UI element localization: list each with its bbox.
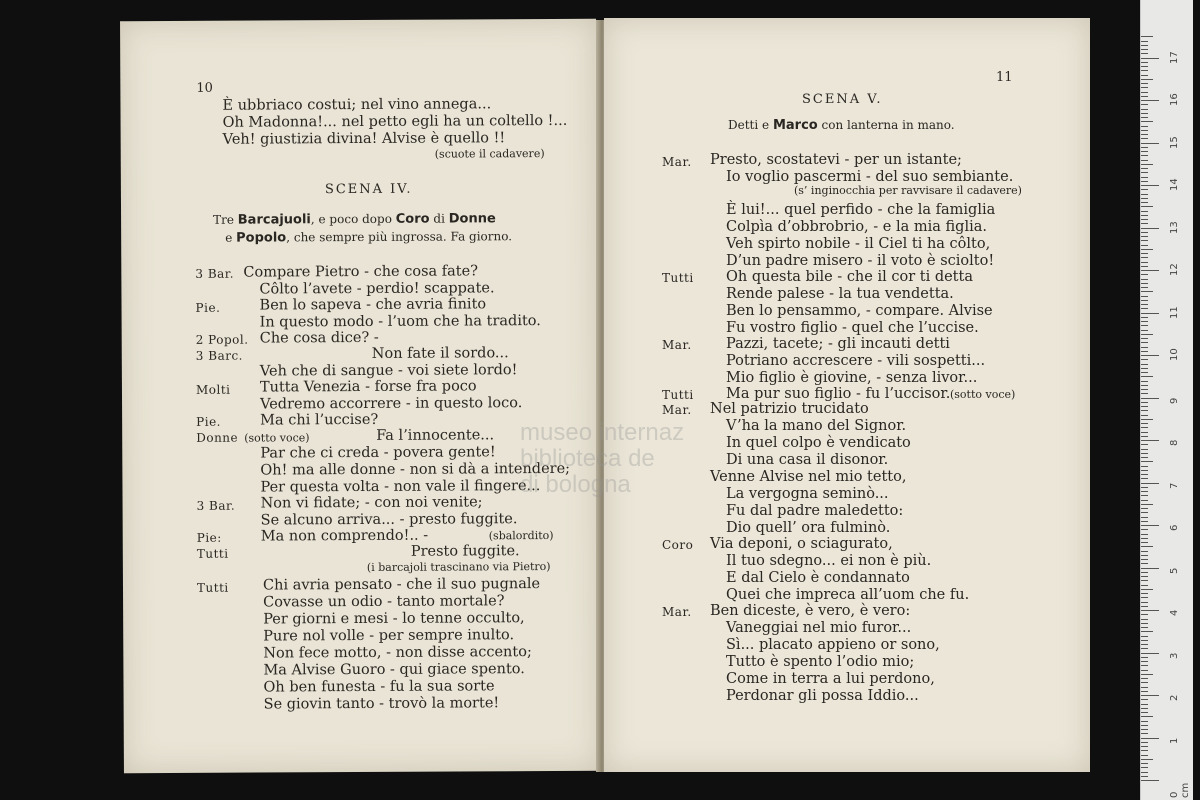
verse-line: D’un padre misero - il voto è sciolto! bbox=[726, 253, 995, 269]
ruler-tick bbox=[1141, 542, 1148, 543]
ruler-tick bbox=[1141, 742, 1148, 743]
verse-line: Ben lo sapeva - che avria finito bbox=[259, 296, 487, 314]
ruler-number: 7 bbox=[1169, 482, 1180, 489]
ruler-number: 0 cm bbox=[1169, 782, 1191, 798]
ruler-tick bbox=[1141, 189, 1148, 190]
ruler-tick bbox=[1141, 534, 1148, 535]
ruler-tick bbox=[1141, 147, 1148, 148]
ruler-tick bbox=[1141, 619, 1148, 620]
ruler-tick bbox=[1141, 470, 1148, 471]
ruler-tick bbox=[1141, 444, 1148, 445]
ruler-number: 15 bbox=[1169, 135, 1180, 149]
ruler-tick bbox=[1141, 53, 1148, 54]
verse-line: Per questa volta - non vale il fingere... bbox=[260, 478, 541, 496]
ruler-tick bbox=[1141, 185, 1159, 186]
ruler-tick bbox=[1141, 41, 1148, 42]
ruler-tick bbox=[1141, 266, 1148, 267]
ruler-tick bbox=[1141, 313, 1159, 314]
verse-line: Perdonar gli possa Iddio... bbox=[726, 688, 919, 704]
ruler-tick bbox=[1141, 270, 1159, 271]
ruler-tick bbox=[1141, 721, 1148, 722]
ruler-tick bbox=[1141, 648, 1148, 649]
verse-line: Nel patrizio trucidato bbox=[710, 401, 869, 417]
verse-line: Dio quell’ ora fulminò. bbox=[726, 520, 891, 536]
ruler-tick bbox=[1141, 500, 1148, 501]
verse-line: Se alcuno arriva... - presto fuggite. bbox=[260, 511, 518, 529]
verse-line: In questo modo - l’uom che ha tradito. bbox=[259, 313, 541, 331]
speaker-label: Tutti bbox=[196, 546, 229, 561]
ruler-tick bbox=[1141, 381, 1148, 382]
ruler-tick bbox=[1141, 449, 1148, 450]
ruler-tick bbox=[1141, 461, 1153, 462]
ruler-tick bbox=[1141, 670, 1148, 671]
ruler-tick bbox=[1141, 568, 1159, 569]
verse-line: Covasse un odio - tanto mortale? bbox=[263, 593, 505, 611]
ruler-tick bbox=[1141, 376, 1153, 377]
speaker-label: Coro bbox=[662, 538, 694, 552]
verse-line: Mio figlio è giovine, - senza livor... bbox=[726, 370, 978, 386]
ruler-tick bbox=[1141, 474, 1148, 475]
verse-line: Ma chi l’uccise? bbox=[260, 411, 379, 429]
ruler-tick bbox=[1141, 66, 1148, 67]
ruler-tick bbox=[1141, 126, 1148, 127]
ruler-tick bbox=[1141, 483, 1159, 484]
ruler-tick bbox=[1141, 538, 1148, 539]
verse-line: Via deponi, o sciagurato, bbox=[710, 536, 893, 552]
ruler-tick bbox=[1141, 253, 1148, 254]
verse-line: Non fate il sordo... bbox=[371, 345, 509, 362]
ruler-number: 8 bbox=[1169, 439, 1180, 446]
ruler-tick bbox=[1141, 87, 1148, 88]
ruler-tick bbox=[1141, 232, 1148, 233]
ruler-tick bbox=[1141, 287, 1148, 288]
ruler-tick bbox=[1141, 155, 1148, 156]
verse-line: Veh! giustizia divina! Alvise è quello !! bbox=[222, 130, 506, 148]
ruler-tick bbox=[1141, 657, 1148, 658]
verse-line: In quel colpo è vendicato bbox=[726, 435, 911, 451]
ruler-tick bbox=[1141, 525, 1159, 526]
ruler-tick bbox=[1141, 164, 1153, 165]
ruler-tick bbox=[1141, 160, 1148, 161]
ruler-tick bbox=[1141, 504, 1153, 505]
ruler-number: 1 bbox=[1169, 737, 1180, 744]
ruler-tick bbox=[1141, 79, 1153, 80]
ruler-tick bbox=[1141, 321, 1148, 322]
ruler-tick bbox=[1141, 206, 1153, 207]
ruler-tick bbox=[1141, 597, 1148, 598]
ruler-number: 4 bbox=[1169, 609, 1180, 616]
ruler-tick bbox=[1141, 109, 1148, 110]
ruler-tick bbox=[1141, 729, 1148, 730]
ruler-tick bbox=[1141, 257, 1148, 258]
ruler-tick bbox=[1141, 372, 1148, 373]
ruler-tick bbox=[1141, 83, 1148, 84]
speaker-label: Tutti bbox=[196, 580, 229, 595]
verse-line: Oh ben funesta - fu la sua sorte bbox=[263, 678, 495, 696]
ruler-tick bbox=[1141, 113, 1148, 114]
verse-line: Come in terra a lui perdono, bbox=[726, 671, 935, 687]
ruler-tick bbox=[1141, 708, 1148, 709]
speaker-label: 3 Barc. bbox=[195, 348, 244, 363]
verse-line: È lui!... quel perfido - che la famiglia bbox=[726, 202, 996, 218]
ruler-number: 11 bbox=[1169, 305, 1180, 319]
ruler-tick bbox=[1141, 172, 1148, 173]
ruler-number: 3 bbox=[1169, 652, 1180, 659]
verse-line: Oh! ma alle donne - non si dà a intendere; bbox=[260, 460, 571, 479]
ruler-tick bbox=[1141, 104, 1148, 105]
ruler-number: 5 bbox=[1169, 567, 1180, 574]
verse-line: Ma Alvise Guoro - qui giace spento. bbox=[263, 661, 525, 679]
ruler-tick bbox=[1141, 262, 1148, 263]
ruler-tick bbox=[1141, 606, 1148, 607]
ruler-tick bbox=[1141, 653, 1159, 654]
ruler-tick bbox=[1141, 45, 1148, 46]
ruler-tick bbox=[1141, 453, 1148, 454]
verse-line: Veh spirto nobile - il Ciel ti ha côlto, bbox=[726, 236, 991, 252]
speaker-label: Mar. bbox=[662, 403, 692, 417]
stage-direction: (sotto voce) bbox=[244, 431, 310, 445]
scene-heading: SCENA V. bbox=[802, 92, 883, 107]
ruler-tick bbox=[1141, 181, 1148, 182]
ruler-tick bbox=[1141, 317, 1148, 318]
verse-line: Ben diceste, è vero, è vero: bbox=[710, 603, 911, 619]
speaker-label: 3 Bar. bbox=[195, 266, 235, 281]
ruler-tick bbox=[1141, 661, 1148, 662]
verse-line: Vaneggiai nel mio furor... bbox=[726, 620, 912, 636]
speaker-label: Donne bbox=[196, 430, 239, 445]
speaker-label: Mar. bbox=[662, 338, 692, 352]
ruler-tick bbox=[1141, 521, 1148, 522]
verse-line: Ma pur suo figlio - fu l’uccisor. bbox=[726, 386, 951, 402]
verse-line: Non vi fidate; - con noi venite; bbox=[260, 494, 483, 512]
ruler-tick bbox=[1141, 36, 1153, 37]
ruler-tick bbox=[1141, 644, 1148, 645]
verse-line: Potriano accrescere - vili sospetti... bbox=[726, 353, 986, 369]
ruler-tick bbox=[1141, 419, 1153, 420]
ruler-tick bbox=[1141, 491, 1148, 492]
ruler-tick bbox=[1141, 92, 1148, 93]
ruler-tick bbox=[1141, 402, 1148, 403]
verse-line: Pazzi, tacete; - gli incauti detti bbox=[726, 336, 950, 352]
ruler-tick bbox=[1141, 610, 1159, 611]
ruler-tick bbox=[1141, 508, 1148, 509]
ruler-number: 12 bbox=[1169, 263, 1180, 276]
ruler-tick bbox=[1141, 572, 1148, 573]
verse-line: Chi avria pensato - che il suo pugnale bbox=[262, 576, 541, 594]
ruler-tick bbox=[1141, 563, 1148, 564]
ruler-tick bbox=[1141, 415, 1148, 416]
verse-line: V’ha la mano del Signor. bbox=[726, 418, 907, 434]
verse-line: Côlto l’avete - perdio! scappate. bbox=[259, 280, 495, 298]
right-page bbox=[604, 18, 1090, 772]
ruler-tick bbox=[1141, 678, 1148, 679]
ruler-tick bbox=[1141, 219, 1148, 220]
ruler-tick bbox=[1141, 674, 1153, 675]
ruler-tick bbox=[1141, 194, 1148, 195]
ruler-tick bbox=[1141, 223, 1148, 224]
stage-direction: (sotto voce) bbox=[950, 388, 1016, 401]
ruler-tick bbox=[1141, 291, 1153, 292]
verse-line: Venne Alvise nel mio tetto, bbox=[710, 469, 907, 485]
ruler-tick bbox=[1141, 334, 1153, 335]
ruler-tick bbox=[1141, 130, 1148, 131]
verse-line: Fa l’innocente... bbox=[376, 427, 495, 444]
ruler-tick bbox=[1141, 517, 1148, 518]
ruler-tick bbox=[1141, 457, 1148, 458]
ruler-tick bbox=[1141, 682, 1148, 683]
ruler-tick bbox=[1141, 512, 1148, 513]
ruler-tick bbox=[1141, 555, 1148, 556]
ruler-tick bbox=[1141, 359, 1148, 360]
ruler-tick bbox=[1141, 627, 1148, 628]
ruler-tick bbox=[1141, 755, 1148, 756]
ruler-tick bbox=[1141, 138, 1148, 139]
speaker-label: 2 Popol. bbox=[195, 332, 249, 347]
stage-direction: (sbalordito) bbox=[488, 528, 554, 543]
ruler-tick bbox=[1141, 198, 1148, 199]
ruler-tick bbox=[1141, 70, 1148, 71]
ruler-number: 13 bbox=[1169, 220, 1180, 234]
measurement-ruler bbox=[1140, 0, 1193, 800]
verse-line: Presto fuggite. bbox=[410, 543, 520, 560]
ruler-tick bbox=[1141, 355, 1159, 356]
left-page bbox=[120, 19, 600, 773]
page-number: 10 bbox=[196, 80, 213, 96]
verse-line: Sì... placato appieno or sono, bbox=[726, 637, 940, 653]
ruler-tick bbox=[1141, 631, 1153, 632]
ruler-tick bbox=[1141, 117, 1148, 118]
ruler-tick bbox=[1141, 691, 1148, 692]
ruler-tick bbox=[1141, 300, 1148, 301]
ruler-number: 6 bbox=[1169, 524, 1180, 531]
ruler-tick bbox=[1141, 746, 1148, 747]
scene-description: Tre Barcajuoli, e poco dopo Coro di Donne bbox=[213, 211, 496, 228]
ruler-tick bbox=[1141, 551, 1148, 552]
ruler-tick bbox=[1141, 100, 1159, 101]
ruler-tick bbox=[1141, 585, 1148, 586]
verse-line: Presto, scostatevi - per un istante; bbox=[710, 152, 962, 168]
ruler-tick bbox=[1141, 410, 1148, 411]
stage-direction: (s’ inginocchia per ravvisare il cadavere) bbox=[794, 184, 1022, 197]
ruler-tick bbox=[1141, 283, 1148, 284]
verse-line: Il tuo sdegno... ei non è più. bbox=[726, 553, 932, 569]
ruler-tick bbox=[1141, 733, 1148, 734]
ruler-tick bbox=[1141, 589, 1153, 590]
speaker-label: 3 Bar. bbox=[196, 498, 236, 513]
ruler-tick bbox=[1141, 623, 1148, 624]
ruler-tick bbox=[1141, 427, 1148, 428]
ruler-number: 17 bbox=[1169, 50, 1180, 64]
verse-line: Io voglio pascermi - del suo sembiante. bbox=[726, 169, 1014, 185]
ruler-number: 10 bbox=[1169, 348, 1180, 361]
ruler-tick bbox=[1141, 49, 1148, 50]
ruler-tick bbox=[1141, 725, 1148, 726]
ruler-tick bbox=[1141, 338, 1148, 339]
ruler-tick bbox=[1141, 602, 1148, 603]
speaker-label: Molti bbox=[195, 382, 231, 397]
verse-line: Oh questa bile - che il cor ti detta bbox=[726, 269, 973, 285]
ruler-tick bbox=[1141, 466, 1148, 467]
ruler-tick bbox=[1141, 351, 1148, 352]
ruler-number: 9 bbox=[1169, 397, 1180, 404]
scene-description: e Popolo, che sempre più ingrossa. Fa giorno. bbox=[225, 229, 513, 246]
verse-line: Par che ci creda - povera gente! bbox=[260, 444, 496, 462]
verse-line: Tutto è spento l’odio mio; bbox=[726, 654, 915, 670]
ruler-tick bbox=[1141, 699, 1148, 700]
verse-line: Compare Pietro - che cosa fate? bbox=[243, 263, 478, 281]
speaker-label: Pie. bbox=[196, 414, 221, 429]
speaker-label: Mar. bbox=[662, 155, 692, 169]
ruler-tick bbox=[1141, 121, 1153, 122]
speaker-label: Pie. bbox=[195, 300, 221, 315]
ruler-tick bbox=[1141, 440, 1159, 441]
ruler-tick bbox=[1141, 168, 1148, 169]
ruler-tick bbox=[1141, 228, 1159, 229]
verse-line: Non fece motto, - non disse accento; bbox=[263, 644, 532, 662]
ruler-tick bbox=[1141, 436, 1148, 437]
verse-line: Vedremo accorrere - in questo loco. bbox=[260, 395, 523, 413]
ruler-tick bbox=[1141, 636, 1148, 637]
ruler-tick bbox=[1141, 325, 1148, 326]
ruler-tick bbox=[1141, 398, 1159, 399]
ruler-tick bbox=[1141, 665, 1148, 666]
ruler-tick bbox=[1141, 62, 1148, 63]
verse-line: Tutta Venezia - forse fra poco bbox=[259, 378, 477, 396]
ruler-tick bbox=[1141, 143, 1159, 144]
ruler-tick bbox=[1141, 687, 1148, 688]
speaker-label: Mar. bbox=[662, 605, 692, 619]
ruler-tick bbox=[1141, 772, 1148, 773]
ruler-tick bbox=[1141, 495, 1148, 496]
verse-line: E dal Cielo è condannato bbox=[726, 570, 910, 586]
ruler-tick bbox=[1141, 614, 1148, 615]
ruler-tick bbox=[1141, 546, 1153, 547]
verse-line: Quei che impreca all’uom che fu. bbox=[726, 587, 970, 603]
ruler-tick bbox=[1141, 245, 1148, 246]
ruler-tick bbox=[1141, 364, 1148, 365]
ruler-tick bbox=[1141, 593, 1148, 594]
ruler-tick bbox=[1141, 279, 1148, 280]
ruler-tick bbox=[1141, 274, 1148, 275]
ruler-tick bbox=[1141, 406, 1148, 407]
ruler-tick bbox=[1141, 389, 1148, 390]
ruler-tick bbox=[1141, 96, 1148, 97]
ruler-tick bbox=[1141, 202, 1148, 203]
ruler-tick bbox=[1141, 236, 1148, 237]
ruler-tick bbox=[1141, 177, 1148, 178]
ruler-tick bbox=[1141, 576, 1148, 577]
ruler-tick bbox=[1141, 134, 1148, 135]
ruler-tick bbox=[1141, 763, 1148, 764]
speaker-label: Tutti bbox=[662, 271, 694, 285]
verse-line: È ubbriaco costui; nel vino annega... bbox=[222, 96, 492, 114]
ruler-tick bbox=[1141, 432, 1148, 433]
verse-line: Se giovin tanto - trovò la morte! bbox=[263, 695, 500, 713]
ruler-tick bbox=[1141, 240, 1148, 241]
ruler-tick bbox=[1141, 423, 1148, 424]
ruler-tick bbox=[1141, 75, 1148, 76]
ruler-tick bbox=[1141, 151, 1148, 152]
ruler-tick bbox=[1141, 776, 1148, 777]
ruler-tick bbox=[1141, 716, 1153, 717]
ruler-tick bbox=[1141, 393, 1148, 394]
scene-description: Detti e Marco con lanterna in mano. bbox=[728, 118, 955, 133]
library-watermark: museo internaz biblioteca de di bologna bbox=[520, 419, 685, 498]
ruler-tick bbox=[1141, 529, 1148, 530]
ruler-tick bbox=[1141, 58, 1159, 59]
scene-heading: SCENA IV. bbox=[324, 181, 413, 198]
verse-line: Oh Madonna!... nel petto egli ha un coltello !... bbox=[222, 112, 568, 131]
verse-line: La vergogna seminò... bbox=[726, 486, 889, 502]
verse-line: Pure nol volle - per sempre inulto. bbox=[263, 627, 515, 645]
ruler-tick bbox=[1141, 249, 1153, 250]
verse-line: Ben lo pensammo, - compare. Alvise bbox=[726, 303, 993, 319]
verse-line: Di una casa il disonor. bbox=[726, 452, 889, 468]
ruler-number: 14 bbox=[1169, 178, 1180, 191]
ruler-tick bbox=[1141, 487, 1148, 488]
ruler-tick bbox=[1141, 330, 1148, 331]
ruler-tick bbox=[1141, 215, 1148, 216]
page-number: 11 bbox=[996, 70, 1013, 85]
ruler-tick bbox=[1141, 385, 1148, 386]
verse-line: Fu vostro figlio - quel che l’uccise. bbox=[726, 320, 979, 336]
verse-line: Colpìa d’obbrobrio, - e la mia figlia. bbox=[726, 219, 987, 235]
stage-direction: (i barcajoli trascinano via Pietro) bbox=[366, 560, 551, 574]
ruler-tick bbox=[1141, 780, 1159, 781]
ruler-tick bbox=[1141, 704, 1148, 705]
ruler-tick bbox=[1141, 738, 1159, 739]
ruler-tick bbox=[1141, 478, 1148, 479]
verse-line: Veh che di sangue - voi siete lordo! bbox=[259, 362, 518, 380]
ruler-tick bbox=[1141, 308, 1148, 309]
ruler-tick bbox=[1141, 559, 1148, 560]
speaker-label: Tutti bbox=[662, 388, 694, 402]
ruler-tick bbox=[1141, 580, 1148, 581]
verse-line: Che cosa dice? - bbox=[259, 329, 379, 347]
ruler-tick bbox=[1141, 304, 1148, 305]
ruler-tick bbox=[1141, 368, 1148, 369]
ruler-tick bbox=[1141, 767, 1148, 768]
speaker-label: Pie: bbox=[196, 530, 222, 545]
verse-line: Fu dal padre maledetto: bbox=[726, 503, 904, 519]
ruler-tick bbox=[1141, 640, 1148, 641]
ruler-number: 16 bbox=[1169, 93, 1180, 106]
ruler-tick bbox=[1141, 296, 1148, 297]
ruler-tick bbox=[1141, 695, 1159, 696]
ruler-number: 2 bbox=[1169, 694, 1180, 701]
ruler-tick bbox=[1141, 759, 1153, 760]
ruler-tick bbox=[1141, 712, 1148, 713]
stage-direction: (scuote il cadavere) bbox=[434, 147, 545, 161]
ruler-tick bbox=[1141, 347, 1148, 348]
ruler-tick bbox=[1141, 342, 1148, 343]
verse-line: Ma non comprendo!.. - bbox=[260, 527, 429, 545]
verse-line: Rende palese - la tua vendetta. bbox=[726, 286, 954, 302]
verse-line: Per giorni e mesi - lo tenne occulto, bbox=[263, 610, 525, 628]
ruler-tick bbox=[1141, 750, 1148, 751]
ruler-tick bbox=[1141, 211, 1148, 212]
